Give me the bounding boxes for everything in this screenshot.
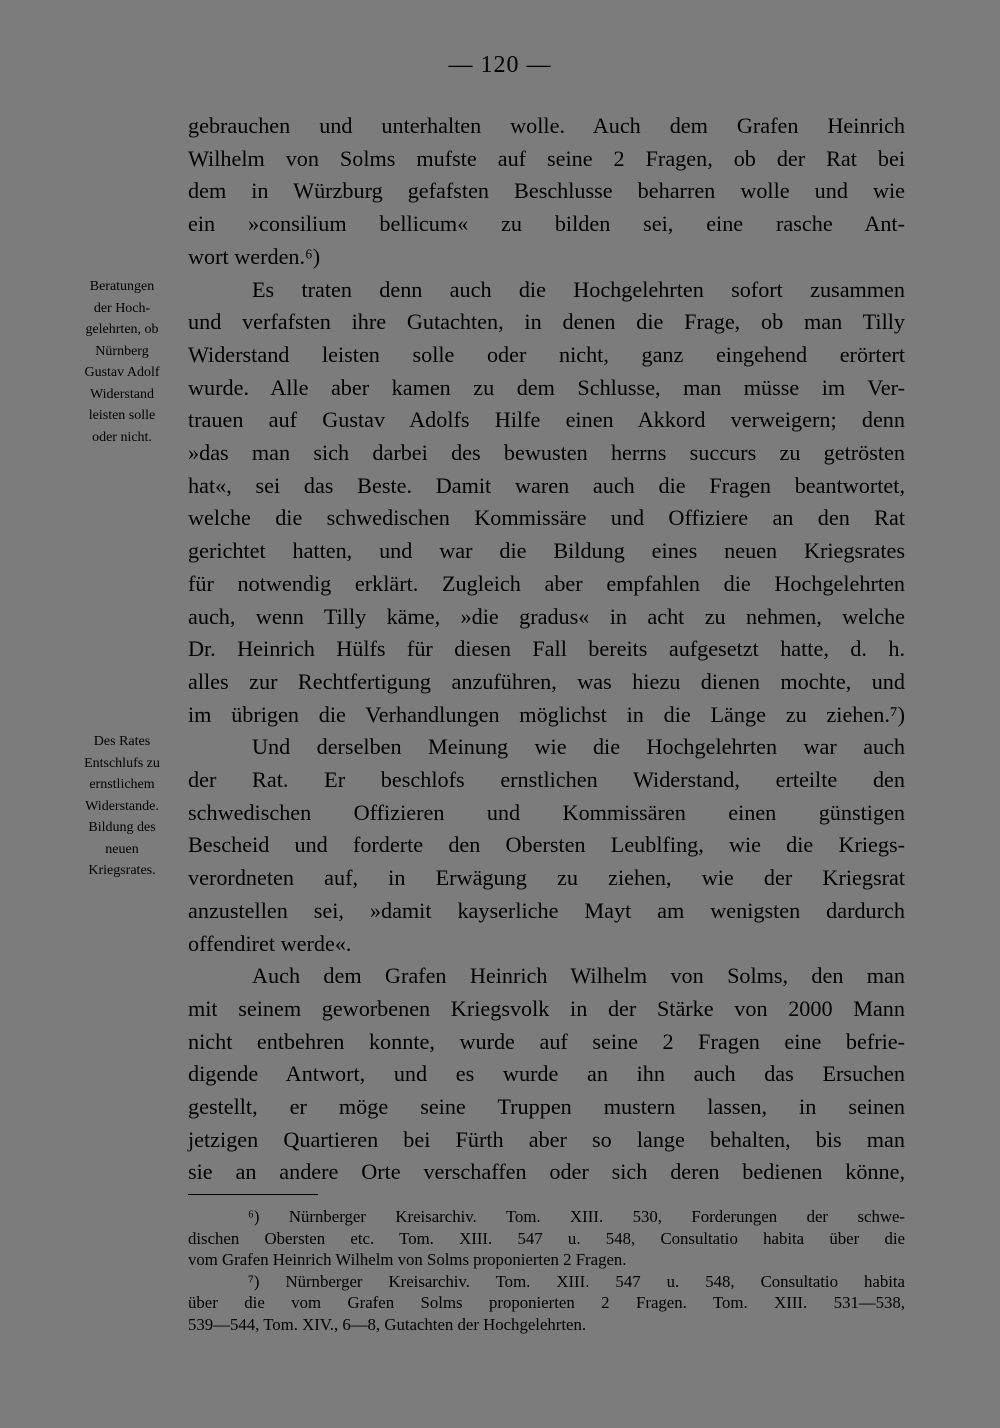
margin-note-line: Widerstand xyxy=(90,386,154,402)
body-line: für notwendig erklärt. Zugleich aber empfahlen die Hochgelehrten xyxy=(188,570,905,596)
margin-note-line: Kriegsrates. xyxy=(88,863,156,878)
margin-note-line: Widerstande. xyxy=(85,798,159,814)
body-line: anzustellen sei, »damit kayserliche Mayt am wenigsten dardurch xyxy=(188,897,905,923)
body-line: ein »consilium bellicum« zu bilden sei, eine rasche Ant- xyxy=(188,211,905,237)
body-line: Widerstand leisten solle oder nicht, ganz eingehend erörtert xyxy=(188,341,905,367)
body-line: offendiret werde«. xyxy=(188,930,352,956)
body-line: welche die schwedischen Kommissäre und Offiziere an den Rat xyxy=(188,505,905,531)
body-line: wurde. Alle aber kamen zu dem Schlusse, man müsse im Ver- xyxy=(188,374,905,400)
footnote-divider xyxy=(188,1194,318,1195)
body-line: Bescheid und forderte den Obersten Leublfing, wie die Kriegs- xyxy=(188,832,905,858)
margin-note-line: neuen xyxy=(105,841,139,857)
body-line: Und derselben Meinung wie die Hochgelehrten war auch xyxy=(252,734,905,760)
body-line: hat«, sei das Beste. Damit waren auch die Fragen beantwortet, xyxy=(188,472,905,498)
body-line: trauen auf Gustav Adolfs Hilfe einen Akkord verweigern; denn xyxy=(188,407,905,433)
margin-note-line: gelehrten, ob xyxy=(85,322,159,337)
body-line: digende Antwort, und es wurde an ihn auch das Ersuchen xyxy=(188,1061,905,1087)
footnote-line: ⁷) Nürnberger Kreisarchiv. Tom. XIII. 547 u. 548, Consultatio habita xyxy=(248,1271,905,1291)
margin-note-line: Bildung des xyxy=(88,820,156,835)
footnote-line: dischen Obersten etc. Tom. XIII. 547 u. 548, Consultatio habita über die xyxy=(188,1228,905,1248)
body-line: mit seinem geworbenen Kriegsvolk in der Stärke von 2000 Mann xyxy=(188,995,905,1021)
body-line: der Rat. Er beschlofs ernstlichen Widerstand, erteilte den xyxy=(188,767,905,792)
body-line: verordneten auf, in Erwägung zu ziehen, wie der Kriegsrat xyxy=(188,865,905,891)
footnote-line: vom Grafen Heinrich Wilhelm von Solms proponierten 2 Fragen. xyxy=(188,1250,627,1269)
footnote-line: über die vom Grafen Solms proponierten 2 Fragen. Tom. XIII. 531—538, xyxy=(188,1293,905,1312)
margin-note-line: Entschlufs zu xyxy=(84,755,160,771)
body-line: nicht entbehren konnte, wurde auf seine 2 Fragen eine befrie- xyxy=(188,1028,905,1054)
body-line: gerichtet hatten, und war die Bildung eines neuen Kriegsrates xyxy=(188,538,905,564)
body-line: schwedischen Offizieren und Kommissären einen günstigen xyxy=(188,799,905,825)
margin-note-line: Nürnberg xyxy=(95,343,149,359)
margin-note-line: ernstlichem xyxy=(89,777,155,792)
body-line: und verfafsten ihre Gutachten, in denen die Frage, ob man Tilly xyxy=(188,309,905,335)
footnote-line: ⁶) Nürnberger Kreisarchiv. Tom. XIII. 530, Forderungen der schwe- xyxy=(248,1207,905,1226)
footnote-line: 539—544, Tom. XIV., 6—8, Gutachten der Hochgelehrten. xyxy=(188,1314,587,1334)
margin-note-consultation xyxy=(62,276,182,448)
margin-note-council-resolution xyxy=(62,731,182,882)
body-line: dem in Würzburg gefafsten Beschlusse beharren wolle und wie xyxy=(188,178,905,204)
margin-note-line: Des Rates xyxy=(93,734,151,749)
body-line: wort werden.⁶) xyxy=(188,243,321,269)
body-line: sie an andere Orte verschaffen oder sich deren bedienen könne, xyxy=(188,1159,905,1185)
body-line: Dr. Heinrich Hülfs für diesen Fall bereits aufgesetzt hatte, d. h. xyxy=(188,636,905,662)
body-line: jetzigen Quartieren bei Fürth aber so lange behalten, bis man xyxy=(188,1126,905,1152)
body-line: alles zur Rechtfertigung anzuführen, was hiezu dienen mochte, und xyxy=(188,668,905,694)
body-line: Auch dem Grafen Heinrich Wilhelm von Solms, den man xyxy=(252,963,905,989)
body-line: auch, wenn Tilly käme, »die gradus« in acht zu nehmen, welche xyxy=(188,603,905,629)
body-line: »das man sich darbei des bewusten herrns succurs zu getrösten xyxy=(188,440,905,465)
margin-note-line: oder nicht. xyxy=(92,429,152,445)
margin-note-line: leisten solle xyxy=(88,408,156,423)
page-number: — 120 — xyxy=(448,52,552,78)
body-line: Wilhelm von Solms mufste auf seine 2 Fragen, ob der Rat bei xyxy=(188,145,905,171)
margin-note-line: der Hoch- xyxy=(93,300,151,316)
body-line: gestellt, er möge seine Truppen mustern lassen, in seinen xyxy=(188,1094,905,1119)
margin-note-line: Gustav Adolf xyxy=(84,365,160,380)
margin-note-line: Beratungen xyxy=(89,279,155,294)
body-line: gebrauchen und unterhalten wolle. Auch dem Grafen Heinrich xyxy=(188,113,905,138)
body-line: Es traten denn auch die Hochgelehrten sofort zusammen xyxy=(252,276,905,302)
body-line: im übrigen die Verhandlungen möglichst in die Länge zu ziehen.⁷) xyxy=(188,701,905,727)
